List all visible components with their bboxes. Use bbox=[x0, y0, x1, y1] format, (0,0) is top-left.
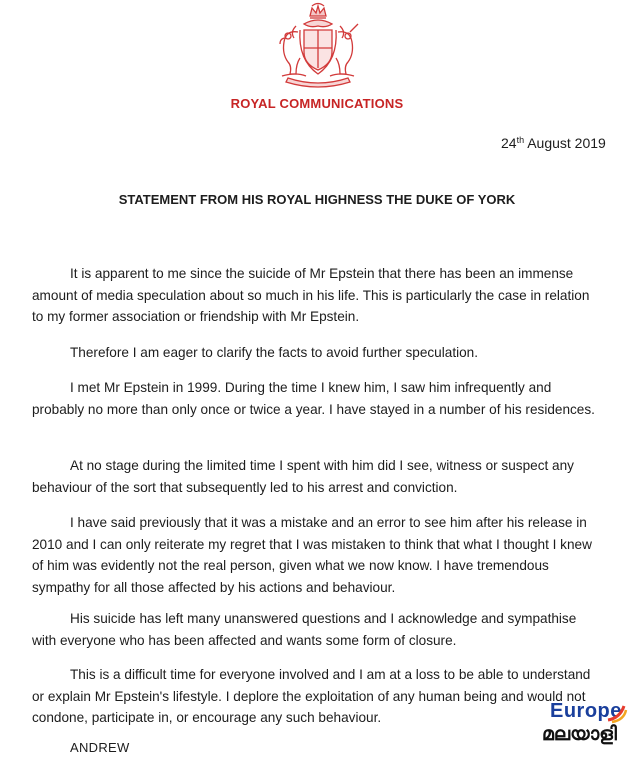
paragraph-2: Therefore I am eager to clarify the facts to avoid further speculation. bbox=[70, 345, 479, 360]
date-month-year: August 2019 bbox=[524, 135, 606, 151]
date-suffix: th bbox=[516, 135, 525, 145]
paragraph-3: I met Mr Epstein in 1999. During the time I knew him, I saw him infrequently and probably no more than only once or twice a year. I have stayed in a number of his residences. bbox=[32, 380, 595, 417]
paragraph-7: This is a difficult time for everyone involved and I am at a loss to be able to understand or explain Mr Epstein's lifestyle. I deplore the exploitation of any human being and would not condone, participate in, or encourage any such behaviour. bbox=[32, 667, 591, 725]
statement-date bbox=[501, 135, 606, 151]
watermark-malayalam-text: മലയാളി bbox=[542, 724, 617, 745]
europe-malayali-watermark bbox=[540, 700, 632, 766]
swoosh-icon bbox=[606, 702, 628, 724]
royal-crest-icon bbox=[266, 2, 370, 90]
paragraph-1: It is apparent to me since the suicide of Mr Epstein that there has been an immense amount of media speculation about so much in his life. This is particularly the case in relation to my former association or friendship with Mr Epstein. bbox=[32, 266, 590, 324]
date-day: 24 bbox=[501, 135, 517, 151]
signature-name: ANDREW bbox=[70, 740, 130, 755]
watermark-europe-text: Europe bbox=[550, 700, 622, 722]
paragraph-4: At no stage during the limited time I spent with him did I see, witness or suspect any behaviour of the sort that subsequently led to his arrest and conviction. bbox=[32, 458, 574, 495]
letterhead-office: ROYAL COMMUNICATIONS bbox=[230, 96, 404, 111]
paragraph-5: I have said previously that it was a mistake and an error to see him after his release in 2010 and I can only reiterate my regret that I was mistaken to think that what I thought I knew of him was evidently not the real person, given what we now know. I have tremendous sympathy for all those affected by his actions and behaviour. bbox=[32, 515, 592, 595]
statement-title: STATEMENT FROM HIS ROYAL HIGHNESS THE DUKE OF YORK bbox=[118, 192, 516, 207]
paragraph-6: His suicide has left many unanswered questions and I acknowledge and sympathise with everyone who has been affected and wants some form of closure. bbox=[32, 611, 577, 648]
